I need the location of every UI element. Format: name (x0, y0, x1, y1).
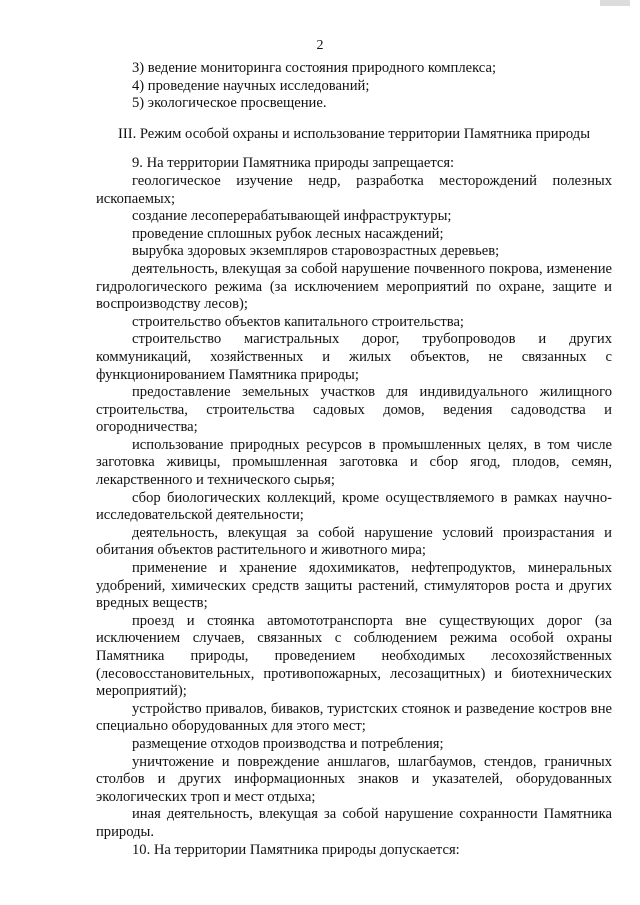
section-heading: III. Режим особой охраны и использование территории Памятника природы (117, 125, 591, 142)
prohibition-item: иная деятельность, влекущая за собой нарушение сохранности Памятника природы. (96, 806, 612, 840)
prohibition-item: применение и хранение ядохимикатов, нефтепродуктов, минеральных удобрений, химических средств защиты растений, стимуляторов роста и других вредных веществ; (96, 560, 612, 612)
prohibition-item: проезд и стоянка автомототранспорта вне существующих дорог (за исключением случаев, связанных с соблюдением режима особой охраны Памятника природы, проведением необходимых лесохозяйственных (лесовосстановительных, противопожарных, лесозащитных) и биотехнических мероприятий); (96, 612, 612, 700)
prohibition-item: предоставление земельных участков для индивидуального жилищного строительства, строительства садовых домов, ведения садоводства и огородничества; (96, 384, 612, 436)
prohibition-item: геологическое изучение недр, разработка месторождений полезных ископаемых; (96, 172, 612, 207)
scan-edge-mark (600, 0, 630, 6)
prohibition-item: размещение отходов производства и потребления; (132, 735, 444, 752)
list-item: 4) проведение научных исследований; (132, 77, 370, 94)
prohibition-item: устройство привалов, биваков, туристских стоянок и разведение костров вне специально оборудованных для этого мест; (96, 700, 612, 735)
list-item: 3) ведение мониторинга состояния природного комплекса; (132, 60, 496, 76)
prohibition-item: сбор биологических коллекций, кроме осуществляемого в рамках научно-исследовательской деятельности; (96, 489, 612, 524)
document-body (96, 60, 612, 859)
prohibition-item: вырубка здоровых экземпляров старовозрастных деревьев; (132, 243, 500, 260)
clause-9-intro: 9. На территории Памятника природы запрещается: (132, 155, 455, 172)
list-item: 5) экологическое просвещение. (132, 95, 327, 112)
prohibition-item: уничтожение и повреждение аншлагов, шлагбаумов, стендов, граничных столбов и других информационных знаков и указателей, оборудованных экологических троп и мест отдыха; (96, 753, 612, 805)
prohibitions-list (96, 173, 612, 842)
prohibition-item: использование природных ресурсов в промышленных целях, в том числе заготовка живицы, промышленная заготовка и сбор ягод, плодов, семян, лекарственного и технического сырья; (96, 436, 612, 489)
prohibition-item: проведение сплошных рубок лесных насаждений; (132, 225, 444, 242)
prohibition-item: строительство объектов капитального строительства; (132, 313, 464, 330)
clause-10-intro: 10. На территории Памятника природы допускается: (132, 841, 460, 858)
prohibition-item: деятельность, влекущая за собой нарушение условий произрастания и обитания объектов растительного и животного мира; (96, 524, 612, 559)
activity-list (96, 60, 612, 113)
prohibition-item: создание лесоперерабатывающей инфраструктуры; (132, 208, 452, 225)
prohibition-item: строительство магистральных дорог, трубопроводов и других коммуникаций, хозяйственных и жилых объектов, не связанных с функционированием Памятника природы; (96, 331, 612, 383)
prohibition-item: деятельность, влекущая за собой нарушение почвенного покрова, изменение гидрологического режима (за исключением мероприятий по охране, защите и воспроизводству лесов); (96, 260, 612, 313)
page-number: 2 (316, 38, 324, 53)
